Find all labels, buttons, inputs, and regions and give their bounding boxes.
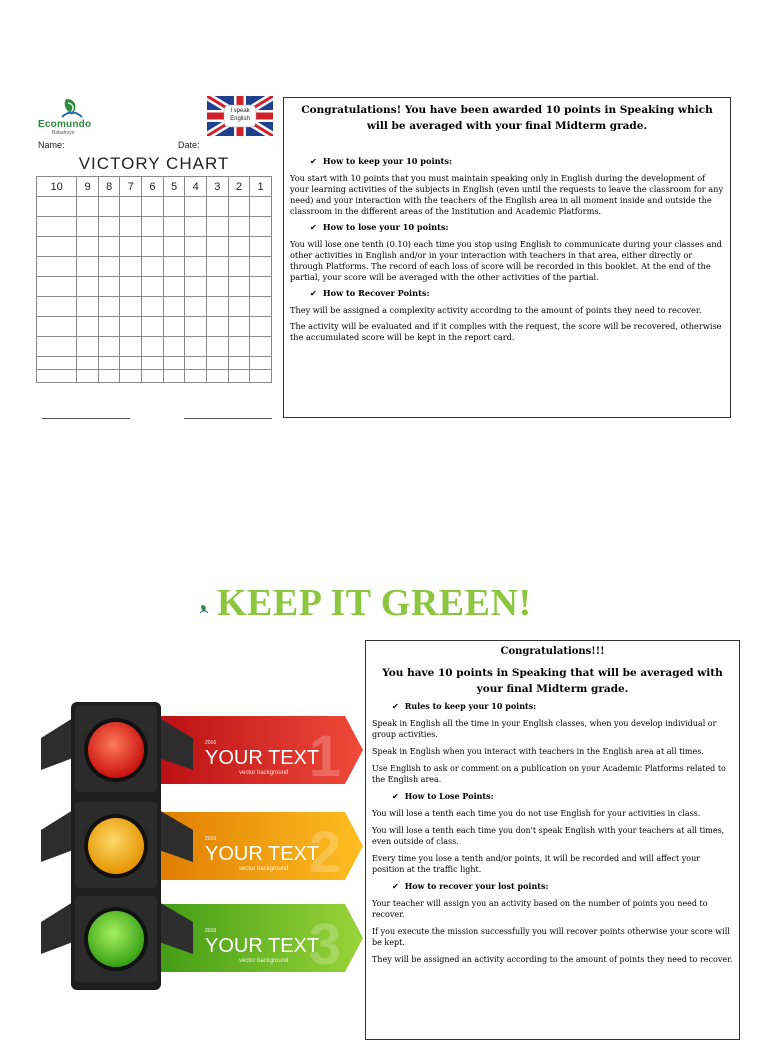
victory-chart-cell[interactable] [228, 197, 250, 217]
banner-sub-1: vector background [239, 770, 289, 776]
victory-chart-cell[interactable] [98, 337, 120, 357]
victory-chart-row [37, 337, 272, 357]
victory-chart-cell[interactable] [185, 197, 207, 217]
rule-recover-1: Your teacher will assign you an activity based on the number of points you need to recover. [372, 899, 708, 919]
recover-points-text-2: The activity will be evaluated and if it complies with the request, the score will be recovered, otherwise the accumulated score will be kept in the report card. [290, 321, 722, 342]
victory-chart-row [37, 297, 272, 317]
victory-chart-cell[interactable] [142, 257, 164, 277]
victory-chart-table [36, 176, 272, 383]
rules-keep-heading-text: Rules to keep your 10 points: [404, 701, 537, 711]
green-light-icon [88, 911, 144, 967]
victory-chart-cell[interactable] [98, 257, 120, 277]
victory-chart-cell[interactable] [206, 357, 228, 370]
victory-chart-cell[interactable] [228, 237, 250, 257]
banner-number-1: 1 [308, 724, 342, 789]
victory-chart-cell[interactable] [120, 277, 142, 297]
victory-chart-cell[interactable] [250, 317, 272, 337]
victory-chart-row [37, 370, 272, 383]
victory-chart-cell[interactable] [98, 357, 120, 370]
victory-chart-cell[interactable] [98, 317, 120, 337]
victory-chart-cell[interactable] [250, 237, 272, 257]
rule-lose-3: Every time you lose a tenth and/or points, it will be recorded and will affect your position at the traffic light. [372, 854, 701, 874]
victory-chart-column-3: 3 [206, 177, 228, 197]
victory-chart-row [37, 357, 272, 370]
victory-chart-column-2: 2 [228, 177, 250, 197]
victory-chart-cell[interactable] [142, 217, 164, 237]
traffic-light-graphic [33, 698, 363, 994]
uk-flag-badge [207, 96, 273, 136]
victory-chart-cell[interactable] [206, 370, 228, 383]
victory-chart-row [37, 217, 272, 237]
name-label: Name: [38, 140, 65, 150]
victory-chart-cell[interactable] [228, 370, 250, 383]
victory-chart-cell[interactable] [163, 357, 185, 370]
banner-tag-3: 2016 [205, 928, 217, 934]
victory-chart-cell[interactable] [163, 277, 185, 297]
victory-chart-cell[interactable] [228, 297, 250, 317]
victory-chart-column-6: 6 [142, 177, 164, 197]
victory-chart-column-5: 5 [163, 177, 185, 197]
bottom-box-heading: Congratulations!!! [500, 646, 605, 657]
victory-chart-column-8: 8 [98, 177, 120, 197]
victory-chart-cell[interactable] [37, 337, 77, 357]
recover-points-heading [310, 288, 724, 299]
banner-text-2: YOUR TEXT [205, 843, 320, 865]
victory-chart-cell[interactable] [142, 237, 164, 257]
keep-points-heading [310, 156, 724, 167]
victory-chart-cell[interactable] [206, 337, 228, 357]
victory-chart-cell[interactable] [185, 217, 207, 237]
small-logo-icon [199, 604, 209, 614]
flag-text: I speak English [230, 108, 250, 122]
keep-points-heading-text: How to keep your 10 points: [322, 156, 452, 166]
victory-chart-cell[interactable] [250, 257, 272, 277]
rule-recover-2: If you execute the mission successfully you will recover points otherwise your score will be kept. [372, 927, 730, 947]
logo-subtitle: Babahoyo [52, 130, 75, 136]
victory-chart-cell[interactable] [228, 357, 250, 370]
victory-chart-cell[interactable] [142, 357, 164, 370]
keep-points-text: You start with 10 points that you must maintain speaking only in English during the development of your learning activities of the subjects in English (even until the requests to leave the classroom for any need) and your interaction with the teachers of the English area in all moment inside and outside the classroom in the different areas of the Institution and Academic Platforms. [290, 173, 724, 216]
logo-name: Ecomundo [38, 119, 92, 130]
rules-recover-heading-text: How to recover your lost points: [404, 881, 549, 891]
checkmark-icon: ✔ [392, 702, 399, 711]
victory-chart-cell[interactable] [77, 257, 99, 277]
bottom-rules-box [365, 640, 740, 1040]
checkmark-icon: ✔ [310, 222, 317, 232]
victory-chart-cell[interactable] [77, 357, 99, 370]
lose-points-heading [310, 222, 724, 233]
victory-chart-cell[interactable] [77, 317, 99, 337]
victory-chart-cell[interactable] [37, 217, 77, 237]
leaf-icon [38, 97, 108, 119]
victory-chart-cell[interactable] [250, 337, 272, 357]
victory-chart-cell[interactable] [120, 197, 142, 217]
signature-line-right [184, 418, 272, 419]
banner-tag-1: 2016 [205, 740, 217, 746]
rule-keep-2: Speak in English when you interact with teachers in the English area at all times. [372, 747, 704, 756]
victory-chart-cell[interactable] [98, 277, 120, 297]
checkmark-icon: ✔ [392, 792, 399, 801]
victory-chart-cell[interactable] [163, 217, 185, 237]
rules-lose-heading [392, 791, 733, 802]
rule-lose-1: You will lose a tenth each time you do not use English for your activities in class. [372, 809, 701, 818]
amber-light-icon [88, 818, 144, 874]
victory-chart-cell[interactable] [120, 317, 142, 337]
victory-chart-cell[interactable] [98, 197, 120, 217]
victory-chart-cell[interactable] [250, 277, 272, 297]
recover-points-text-1: They will be assigned a complexity activity according to the amount of points they need to recover. [290, 305, 702, 315]
victory-chart-cell[interactable] [185, 257, 207, 277]
rule-keep-3: Use English to ask or comment on a publication on your Academic Platforms related to the English area. [372, 764, 726, 784]
victory-chart-cell[interactable] [120, 297, 142, 317]
rules-keep-heading [392, 701, 733, 712]
victory-chart-cell[interactable] [120, 257, 142, 277]
victory-chart-cell[interactable] [185, 297, 207, 317]
top-box-heading: Congratulations! You have been awarded 10 points in Speaking which will be averaged with your final Midterm grade. [301, 104, 713, 132]
victory-chart-cell[interactable] [206, 237, 228, 257]
banner-sub-2: vector background [239, 866, 289, 872]
victory-chart-column-7: 7 [120, 177, 142, 197]
victory-chart-cell[interactable] [206, 257, 228, 277]
bottom-box-subheading: You have 10 points in Speaking that will be averaged with your final Midterm grade. [382, 667, 723, 695]
victory-chart-cell[interactable] [77, 370, 99, 383]
victory-chart-cell[interactable] [206, 297, 228, 317]
lose-points-text: You will lose one tenth (0.10) each time you stop using English to communicate during your classes and other activities in English and/or in your interaction with teachers in that area, either directly or through Platforms. The record of each loss of score will be recorded in this booklet. At the end of the partial, your score will be averaged with the other activities of the partial. [290, 239, 722, 282]
victory-chart-cell[interactable] [142, 277, 164, 297]
victory-chart-cell[interactable] [142, 370, 164, 383]
victory-chart-cell[interactable] [206, 197, 228, 217]
victory-chart-cell[interactable] [77, 297, 99, 317]
checkmark-icon: ✔ [310, 288, 317, 298]
victory-chart-cell[interactable] [228, 257, 250, 277]
victory-chart-row [37, 317, 272, 337]
checkmark-icon: ✔ [392, 882, 399, 891]
victory-chart-cell[interactable] [185, 237, 207, 257]
victory-chart-cell[interactable] [228, 317, 250, 337]
victory-chart-cell[interactable] [163, 370, 185, 383]
victory-chart-column-10: 10 [37, 177, 77, 197]
victory-chart-cell[interactable] [37, 370, 77, 383]
rule-lose-2: You will lose a tenth each time you don't speak English with your teachers at all times, even outside of class. [372, 826, 725, 846]
victory-chart-cell[interactable] [142, 197, 164, 217]
victory-chart-cell[interactable] [185, 317, 207, 337]
victory-chart-cell[interactable] [163, 317, 185, 337]
date-label: Date: [178, 140, 200, 150]
victory-chart-cell[interactable] [77, 337, 99, 357]
victory-chart-cell[interactable] [250, 357, 272, 370]
victory-chart-cell[interactable] [228, 217, 250, 237]
rule-keep-1: Speak in English all the time in your English classes, when you develop individual or group activities. [372, 719, 717, 739]
victory-chart-cell[interactable] [120, 337, 142, 357]
victory-chart-cell[interactable] [77, 197, 99, 217]
victory-chart-cell[interactable] [120, 370, 142, 383]
victory-chart-cell[interactable] [250, 197, 272, 217]
victory-chart-cell[interactable] [77, 237, 99, 257]
rules-recover-heading [392, 881, 733, 892]
ecomundo-logo [38, 97, 108, 136]
victory-chart-cell[interactable] [250, 370, 272, 383]
victory-chart-cell[interactable] [98, 370, 120, 383]
banner-text-1: YOUR TEXT [205, 747, 320, 769]
victory-chart-row [37, 237, 272, 257]
victory-chart-row [37, 197, 272, 217]
victory-chart-cell[interactable] [98, 217, 120, 237]
victory-chart-cell[interactable] [37, 197, 77, 217]
victory-chart-cell[interactable] [185, 370, 207, 383]
victory-chart-cell[interactable] [142, 297, 164, 317]
victory-chart-column-4: 4 [185, 177, 207, 197]
victory-chart-cell[interactable] [206, 217, 228, 237]
victory-chart-cell[interactable] [37, 257, 77, 277]
banner-text-3: YOUR TEXT [205, 935, 320, 957]
victory-chart-cell[interactable] [98, 297, 120, 317]
victory-chart-cell[interactable] [185, 337, 207, 357]
victory-chart-cell[interactable] [37, 317, 77, 337]
victory-chart-cell[interactable] [37, 237, 77, 257]
victory-chart-cell[interactable] [163, 197, 185, 217]
victory-chart-cell[interactable] [163, 257, 185, 277]
victory-chart-cell[interactable] [163, 337, 185, 357]
victory-chart-cell[interactable] [37, 297, 77, 317]
victory-chart-cell[interactable] [250, 217, 272, 237]
victory-chart-cell[interactable] [142, 317, 164, 337]
victory-chart-row [37, 277, 272, 297]
victory-chart-header-row [37, 177, 272, 197]
victory-chart-cell[interactable] [228, 337, 250, 357]
victory-chart-cell[interactable] [185, 357, 207, 370]
victory-chart-cell[interactable] [206, 277, 228, 297]
checkmark-icon: ✔ [310, 156, 317, 166]
victory-chart-cell[interactable] [120, 357, 142, 370]
victory-chart-cell[interactable] [163, 297, 185, 317]
lose-points-heading-text: How to lose your 10 points: [322, 222, 449, 232]
banner-tag-2: 2016 [205, 836, 217, 842]
top-rules-box [283, 97, 731, 418]
victory-chart-cell[interactable] [250, 297, 272, 317]
victory-chart-cell[interactable] [120, 217, 142, 237]
keep-it-green-title: KEEP IT GREEN! [217, 582, 532, 624]
banner-sub-3: vector background [239, 958, 289, 964]
recover-points-heading-text: How to Recover Points: [322, 288, 430, 298]
victory-chart-cell[interactable] [228, 277, 250, 297]
victory-chart-cell[interactable] [120, 237, 142, 257]
victory-chart-column-9: 9 [77, 177, 99, 197]
victory-chart-cell[interactable] [77, 277, 99, 297]
rule-recover-3: They will be assigned an activity according to the amount of points they need to recover. [372, 955, 733, 964]
victory-chart-title: VICTORY CHART [78, 154, 230, 173]
victory-chart-cell[interactable] [37, 277, 77, 297]
victory-chart-cell[interactable] [77, 217, 99, 237]
rules-lose-heading-text: How to Lose Points: [404, 791, 494, 801]
victory-chart-cell[interactable] [98, 237, 120, 257]
victory-chart-cell[interactable] [185, 277, 207, 297]
victory-chart-cell[interactable] [163, 237, 185, 257]
red-light-icon [88, 722, 144, 778]
victory-chart-cell[interactable] [142, 337, 164, 357]
victory-chart-column-1: 1 [250, 177, 272, 197]
victory-chart-cell[interactable] [37, 357, 77, 370]
banner-number-2: 2 [308, 820, 342, 885]
signature-line-left [42, 418, 130, 419]
victory-chart-row [37, 257, 272, 277]
victory-chart-cell[interactable] [206, 317, 228, 337]
banner-number-3: 3 [308, 912, 342, 977]
